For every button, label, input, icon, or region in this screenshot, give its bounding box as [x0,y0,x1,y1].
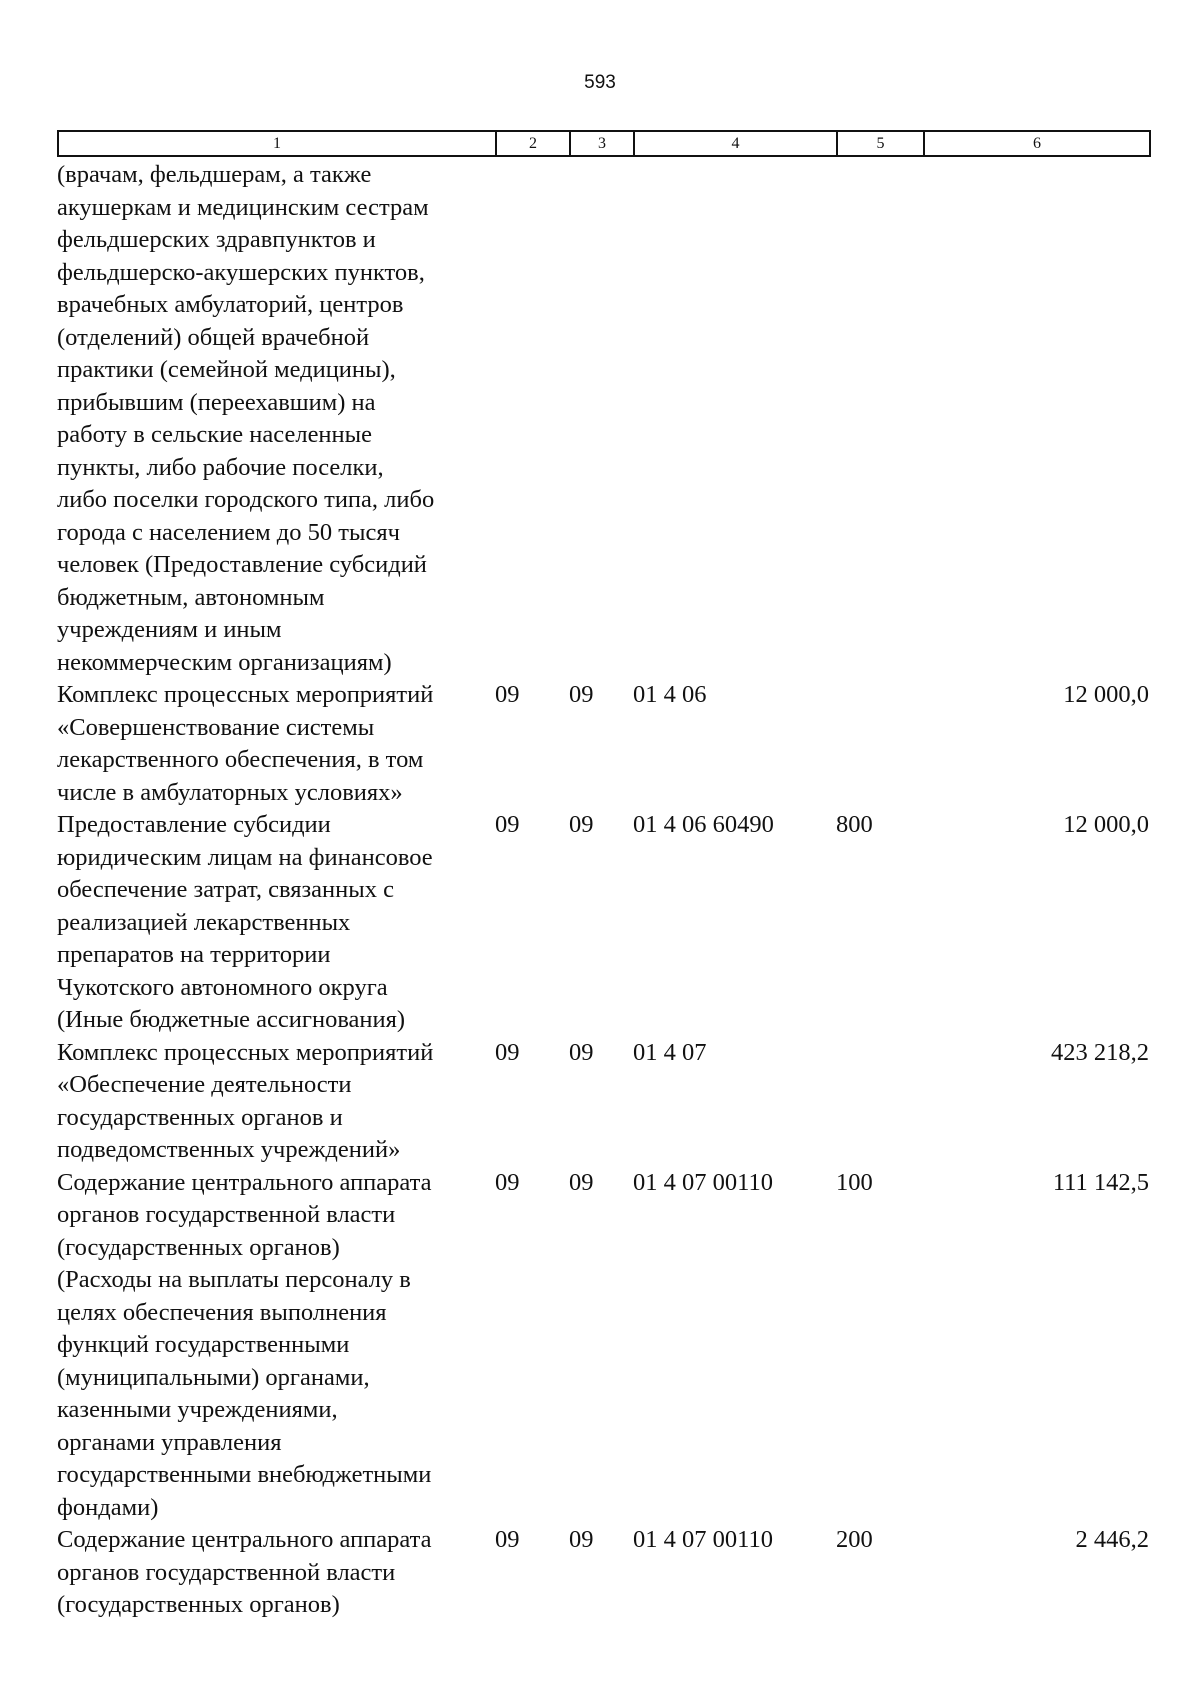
header-cell-3: 3 [570,131,634,156]
table-row [57,1037,1149,1167]
header-cell-2: 2 [496,131,570,156]
header-cell-5: 5 [837,131,924,156]
table-row [57,1167,1149,1525]
table-row [57,679,1149,809]
table-row [57,159,1149,679]
row-section: 09 [495,1038,520,1066]
row-name: Комплекс процессных мероприятий «Обеспечение деятельности государственных органов и подведомственных учреждений» [57,1038,434,1163]
row-subsection: 09 [569,1526,594,1553]
row-amount: 2 446,2 [1075,1526,1149,1553]
row-target-code: 01 4 06 [633,681,707,708]
row-target-code: 01 4 07 [633,1038,707,1066]
row-expense-type: 800 [836,811,873,838]
row-expense-type: 100 [836,1168,873,1196]
header-row [58,131,1150,156]
table-row [57,809,1149,1037]
row-name: Содержание центрального аппарата органов государственной власти (государственных органов) [57,1526,432,1618]
budget-table-body [57,159,1149,1622]
row-subsection: 09 [569,681,594,708]
row-name: Содержание центрального аппарата органов государственной власти (государственных органов) (Расходы на выплаты персоналу в целях обеспечения выполнения функций государственными (муниципальными) органами, казенными учреждениями, органами управления государственными внебюджетными фондами) [57,1168,432,1521]
column-number-header [57,130,1151,157]
row-name: (врачам, фельдшерам, а также акушеркам и медицинским сестрам фельдшерских здравпунктов и фельдшерско-акушерских пунктов, врачебных амбулаторий, центров (отделений) общей врачебной практики (семейной медицины), прибывшим (переехавшим) на работу в сельские населенные пункты, либо рабочие поселки, либо поселки городского типа, либо города с населением до 50 тысяч человек (Предоставление субсидий бюджетным, автономным учреждениям и иным некоммерческим организациям) [57,161,435,676]
row-name: Комплекс процессных мероприятий «Совершенствование системы лекарственного обеспечения, в том числе в амбулаторных условиях» [57,681,434,806]
row-section: 09 [495,1526,520,1553]
row-section: 09 [495,681,520,708]
row-amount: 111 142,5 [1052,1168,1149,1196]
table-row [57,1524,1149,1622]
row-name: Предоставление субсидии юридическим лицам на финансовое обеспечение затрат, связанных с реализацией лекарственных препаратов на территории Чукотского автономного округа (Иные бюджетные ассигнования) [57,811,433,1033]
row-subsection: 09 [569,811,594,838]
row-amount: 423 218,2 [1051,1038,1149,1066]
row-expense-type: 200 [836,1526,873,1553]
row-section: 09 [495,1168,520,1196]
row-amount: 12 000,0 [1063,681,1149,708]
page-number: 593 [584,72,616,93]
row-target-code: 01 4 07 00110 [633,1526,773,1553]
row-subsection: 09 [569,1168,594,1196]
row-section: 09 [495,811,520,838]
header-cell-1: 1 [58,131,496,156]
row-target-code: 01 4 07 00110 [633,1168,773,1196]
row-subsection: 09 [569,1038,594,1066]
row-target-code: 01 4 06 60490 [633,811,774,838]
row-amount: 12 000,0 [1063,811,1149,838]
header-cell-6: 6 [924,131,1150,156]
header-cell-4: 4 [634,131,837,156]
